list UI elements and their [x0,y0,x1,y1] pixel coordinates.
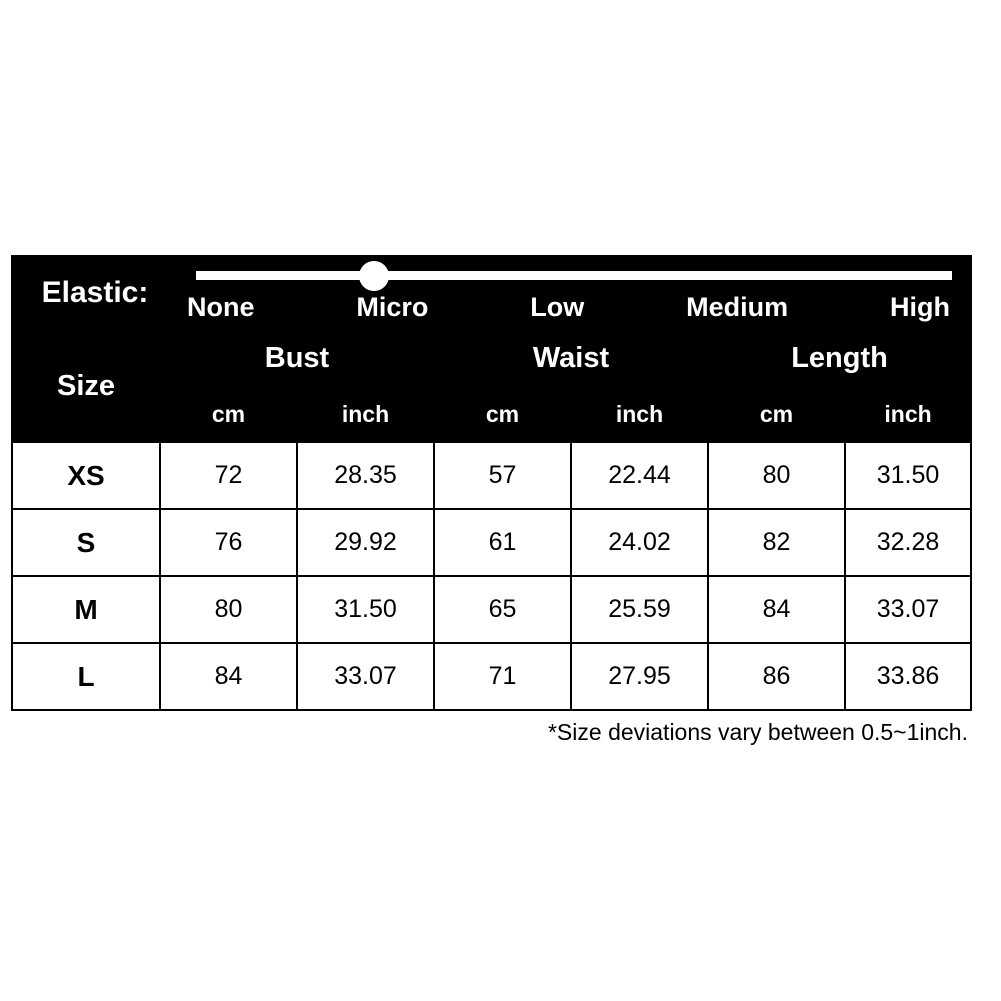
elastic-row [12,256,971,330]
cell-xs-waist-cm: 57 [434,442,571,509]
elastic-scale[interactable] [160,256,971,330]
slider-tick-labels [161,289,970,325]
header-unit-waist-cm: cm [434,386,571,442]
elastic-level-high: High [890,292,951,322]
size-chart-table [11,255,972,711]
elastic-level-low: Low [530,292,585,322]
header-group-bust: Bust [160,330,434,386]
row-size-l: L [12,643,160,710]
header-group-length: Length [708,330,971,386]
cell-l-waist-inch: 27.95 [571,643,708,710]
cell-l-length-cm: 86 [708,643,845,710]
header-unit-waist-inch: inch [571,386,708,442]
cell-m-length-inch: 33.07 [845,576,971,643]
table-row [12,509,971,576]
cell-s-waist-inch: 24.02 [571,509,708,576]
row-size-xs: XS [12,442,160,509]
header-unit-length-inch: inch [845,386,971,442]
cell-s-length-inch: 32.28 [845,509,971,576]
cell-l-waist-cm: 71 [434,643,571,710]
cell-l-length-inch: 33.86 [845,643,971,710]
cell-xs-bust-inch: 28.35 [297,442,434,509]
slider-knob[interactable] [359,261,389,291]
cell-l-bust-cm: 84 [160,643,297,710]
row-size-m: M [12,576,160,643]
cell-m-waist-cm: 65 [434,576,571,643]
cell-l-bust-inch: 33.07 [297,643,434,710]
header-group-waist: Waist [434,330,708,386]
cell-m-bust-inch: 31.50 [297,576,434,643]
size-chart [11,255,970,746]
size-deviation-note: *Size deviations vary between 0.5~1inch. [547,719,968,745]
group-header-row [12,330,971,386]
header-size: Size [12,330,160,442]
cell-xs-length-cm: 80 [708,442,845,509]
cell-s-waist-cm: 61 [434,509,571,576]
elastic-label: Elastic: [12,256,160,330]
header-unit-bust-inch: inch [297,386,434,442]
table-row [12,442,971,509]
cell-xs-bust-cm: 72 [160,442,297,509]
elastic-level-medium: Medium [686,292,789,322]
cell-s-bust-cm: 76 [160,509,297,576]
slider-track [196,271,952,280]
cell-m-length-cm: 84 [708,576,845,643]
cell-s-length-cm: 82 [708,509,845,576]
cell-xs-waist-inch: 22.44 [571,442,708,509]
header-unit-length-cm: cm [708,386,845,442]
cell-m-waist-inch: 25.59 [571,576,708,643]
elastic-slider[interactable] [161,257,970,329]
header-unit-bust-cm: cm [160,386,297,442]
table-row [12,576,971,643]
elastic-level-none: None [187,292,255,322]
elastic-level-micro: Micro [356,292,429,322]
row-size-s: S [12,509,160,576]
cell-m-bust-cm: 80 [160,576,297,643]
table-row [12,643,971,710]
cell-xs-length-inch: 31.50 [845,442,971,509]
cell-s-bust-inch: 29.92 [297,509,434,576]
